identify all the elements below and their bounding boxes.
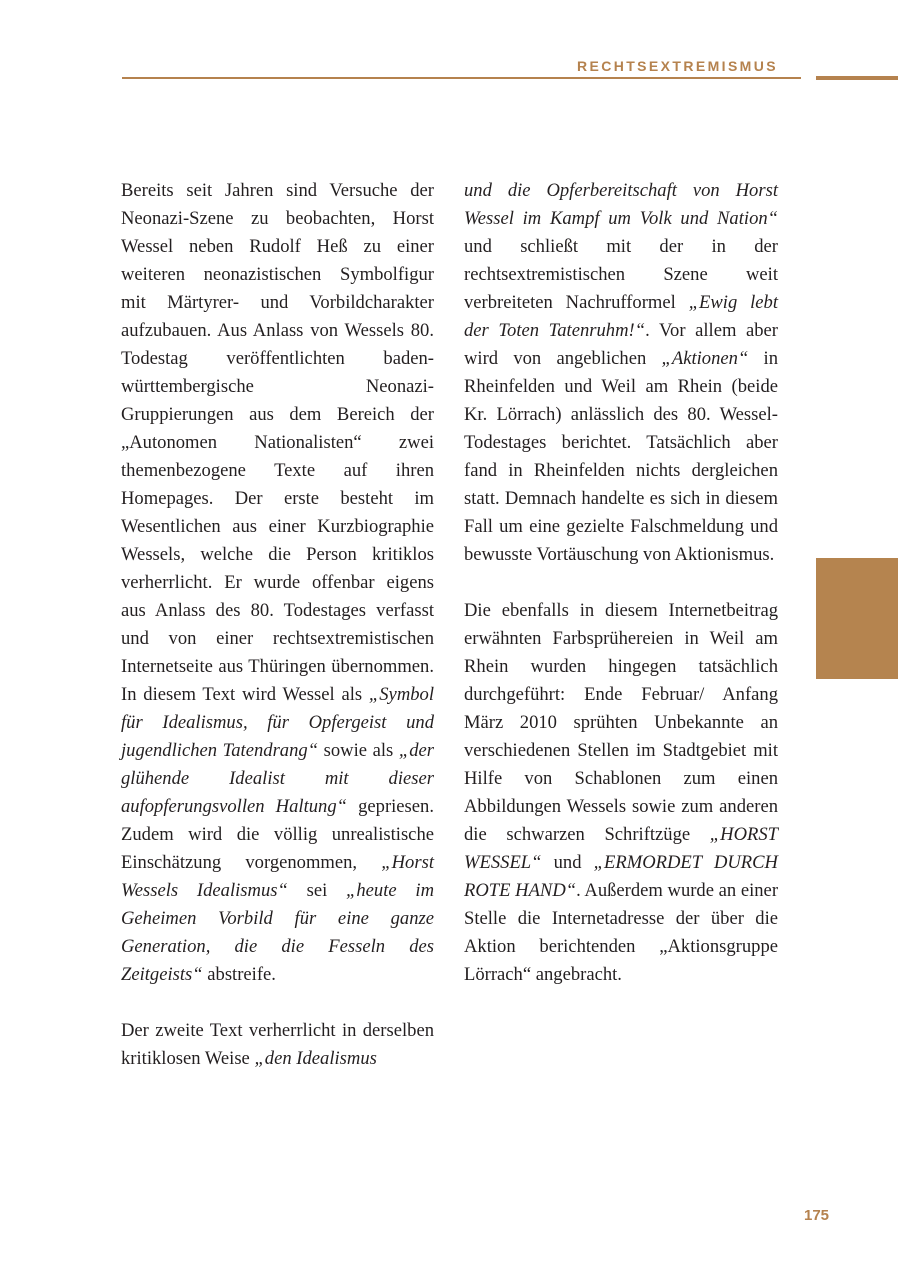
running-header-title: RECHTSEXTREMISMUS: [576, 58, 778, 74]
paragraph: [464, 597, 778, 989]
text-run: und schließt mit der in der rechtsextremistischen Szene weit verbreiteten Nachrufformel: [464, 236, 778, 313]
quoted-text: „HORST WESSEL“: [464, 824, 778, 873]
quoted-text: „Ewig lebt der Toten Tatenruhm!“: [464, 292, 779, 341]
quoted-text: „den Idealismus: [254, 1048, 377, 1069]
paragraph: [121, 1017, 434, 1073]
text-run: Der zweite Text verherrlicht in derselben kritiklosen Weise: [121, 1020, 434, 1069]
text-run: Bereits seit Jahren sind Versuche der Neonazi-Szene zu beobachten, Horst Wessel neben Rudolf Heß zu einer weiteren neonazistischen Symbolfigur mit Märtyrer- und Vorbildcharakter aufzubauen. Aus Anlass von Wessels 80. Todestag veröffentlichten baden-württembergische Neonazi-Gruppierungen aus dem Bereich der „Autonomen Nationalisten“ zwei themenbezogene Texte auf ihren Homepages. Der erste besteht im Wesentlichen aus einer Kurzbiographie Wessels, welche die Person kritiklos verherrlicht. Er wurde offenbar eigens aus Anlass des 80. Todestages verfasst und von einer rechtsextremistischen Internetseite aus Thüringen übernommen. In diesem Text wird Wessel als: [121, 180, 434, 705]
text-run: sei: [287, 880, 347, 901]
quoted-text: „Horst Wessels Idealismus“: [121, 852, 434, 901]
header-rule-marginal: [816, 76, 898, 80]
paragraph: [121, 177, 434, 989]
text-run: . Vor allem aber wird von angeblichen: [464, 320, 778, 369]
page-number: 175: [804, 1207, 830, 1224]
paragraph: [464, 177, 778, 569]
quoted-text: und die Opferbereitschaft von Horst Wessel im Kampf um Volk und Nation“: [464, 180, 778, 229]
text-run: gepriesen. Zudem wird die völlig unrealistische Einschätzung vorgenommen,: [121, 796, 434, 873]
text-column-left: [121, 177, 434, 1073]
text-run: sowie als: [318, 740, 399, 761]
text-run: . Außerdem wurde an einer Stelle die Internetadresse der über die Aktion berichtenden „Aktionsgruppe Lörrach“ angebracht.: [464, 880, 779, 985]
text-run: und: [541, 852, 594, 873]
quoted-text: „Aktionen“: [661, 348, 749, 369]
chapter-thumb-tab: [816, 558, 898, 679]
text-run: Die ebenfalls in diesem Internetbeitrag erwähnten Farbsprühereien in Weil am Rhein wurden hingegen tatsächlich durchgeführt: Ende Februar/ Anfang März 2010 sprühten Unbekannte an verschiedenen Stellen im Stadtgebiet mit Hilfe von Schablonen zum einen Abbildungen Wessels sowie zum anderen die schwarzen Schriftzüge: [464, 600, 778, 845]
quoted-text: „ERMORDET DURCH ROTE HAND“: [464, 852, 778, 901]
quoted-text: „Symbol für Idealismus, für Opfergeist und jugendlichen Tatendrang“: [121, 684, 434, 761]
text-run: abstreife.: [202, 964, 276, 985]
header-rule: [122, 77, 801, 79]
text-column-right: [464, 177, 778, 989]
text-run: in Rheinfelden und Weil am Rhein (beide Kr. Lörrach) anlässlich des 80. Wessel-Todestages berichtet. Tatsächlich aber fand in Rheinfelden nichts dergleichen statt. Demnach handelte es sich in diesem Fall um eine gezielte Falschmeldung und bewusste Vortäuschung von Aktionismus.: [464, 348, 778, 565]
quoted-text: „heute im Geheimen Vorbild für eine ganze Generation, die die Fesseln des Zeitgeists“: [121, 880, 434, 985]
quoted-text: „der glühende Idealist mit dieser aufopferungsvollen Haltung“: [121, 740, 434, 817]
